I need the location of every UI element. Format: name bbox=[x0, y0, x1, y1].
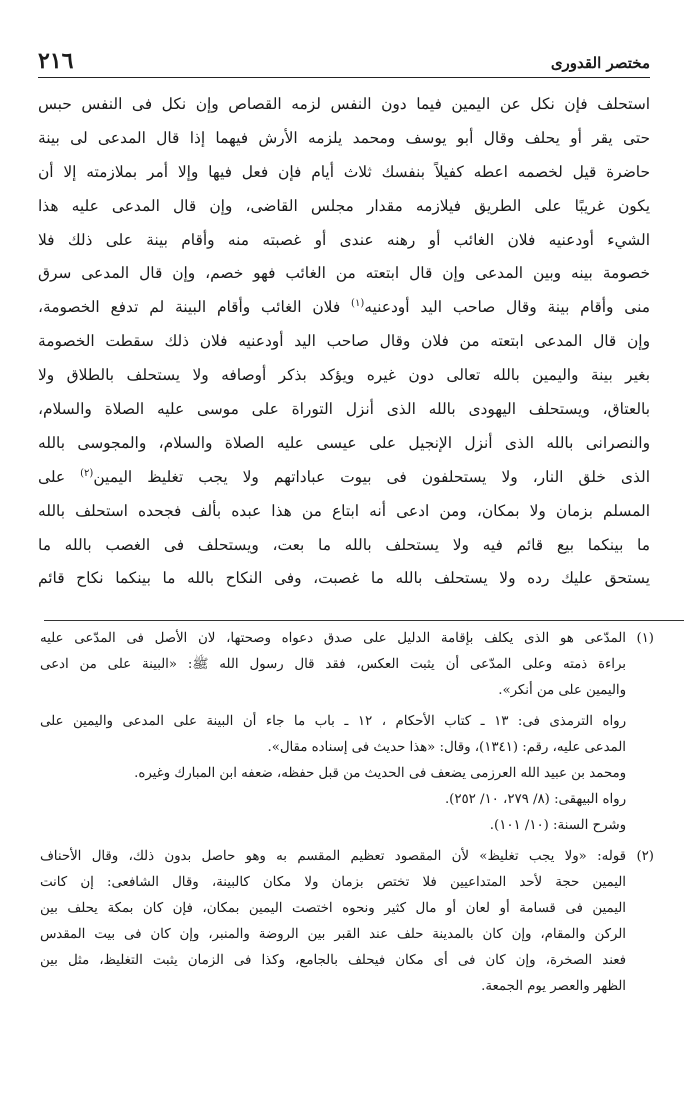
main-line-part: على bbox=[38, 467, 66, 486]
main-line: حاضرة قيل لخصمه اعطه كفيلاً بنفسك ثلاث أيام فإن فعل فيها وإلا أمر بملازمته إلا أن bbox=[38, 162, 650, 181]
footnote-ref-2[interactable]: (٢) bbox=[80, 467, 94, 479]
main-line: بالعتاق، ويستحلف اليهودى بالله الذى أنزل التوراة على موسى عليه الصلاة والسلام، bbox=[38, 400, 650, 419]
main-line-part: منى وأقام بينة وقال صاحب اليد أودعنيه bbox=[364, 298, 650, 317]
footnote-line: رواه البيهقى: (٨/ ٢٧٩، ١٠/ ٢٥٢). bbox=[444, 792, 626, 808]
book-title: مختصر القدورى bbox=[550, 54, 650, 72]
footnote-line: اليمين حجة لأحد المتداعيين فلا تختص بزمان ولا مكان كالبينة، وقال الشافعى: إن كانت bbox=[40, 874, 626, 890]
main-line: خصومة بينه وبين المدعى وإن قال ابتعته من الغائب فهو خصم، وإن قال المدعى سرق bbox=[38, 264, 650, 283]
main-line: استحلف فإن نكل عن اليمين فيما دون النفس لزمه القصاص وإن نكل فى النفس حبس bbox=[38, 95, 650, 113]
footnote-line: وشرح السنة: (١٠/ ١٠١). bbox=[489, 818, 626, 834]
main-line: والنصرانى بالله الذى أنزل الإنجيل على عيسى عليه الصلاة والسلام، والمجوسى بالله bbox=[38, 433, 650, 452]
main-line bbox=[38, 291, 650, 325]
footnote-marker-2: (٢) bbox=[636, 848, 654, 864]
footnote-line: فعند الصخرة، وإن كان فى أى مكان فيحلف بالجامع، وكذا فى الزمان يثبت التغليظ، مثل بين bbox=[40, 953, 626, 969]
footnote-ref-1[interactable]: (١) bbox=[351, 298, 365, 310]
page-number: ٢١٦ bbox=[38, 48, 74, 74]
main-line: ما بينكما بيع قائم فيه ولا يستحلف بالله ما بعت، ويستحلف فى الغصب بالله ما bbox=[38, 535, 650, 554]
footnote-line: واليمين على من أنكر». bbox=[498, 683, 626, 699]
main-line-part: الذى خلق النار، ولا يستحلفون فى بيوت عباداتهم ولا يجب تغليظ اليمين bbox=[93, 467, 650, 486]
footnote-line: براءة ذمته وعلى المدّعى أن يثبت العكس، فقد قال رسول الله ﷺ: «البينة على من ادعى bbox=[40, 657, 626, 673]
footnote-line: الركن والمقام، وإن كان بالمدينة حلف عند القبر بين الروضة والمنبر، وإن كان فى بيت المقدس bbox=[40, 927, 626, 943]
main-line-part: فلان الغائب وأقام البينة لم تدفع الخصومة، bbox=[38, 298, 341, 317]
footnote-line bbox=[40, 626, 654, 652]
footnote-marker-1: (١) bbox=[636, 631, 654, 646]
footnote-line: رواه الترمذى فى: ١٣ ـ كتاب الأحكام ، ١٢ ـ باب ما جاء أن البينة على المدعى واليمين على bbox=[40, 713, 626, 729]
footnote-line bbox=[40, 844, 654, 870]
main-line: وإن قال المدعى ابتعته من فلان وقال صاحب اليد أودعنيه فلان ذلك سقطت الخصومة bbox=[38, 332, 650, 351]
main-line bbox=[38, 461, 650, 495]
main-text bbox=[38, 88, 650, 596]
main-line: بغير بينة واليمين بالله تعالى دون غيره ويؤكد بذكر أوصافه ولا يستحلف بالطلاق ولا bbox=[38, 366, 650, 385]
footnotes bbox=[40, 626, 654, 1001]
main-line: يستحق عليك رده ولا يستحلف بالله ما غصبت، وفى النكاح بالله ما بينكما نكاح قائم bbox=[38, 569, 650, 588]
footnote-text: قوله: «ولا يجب تغليظ» لأن المقصود تعظيم المقسم به وهو حاصل بدون ذلك، وقال الأحناف bbox=[40, 848, 626, 864]
main-line: يكون غريبًا على الطريق فيلازمه مقدار مجلس القاضى، وإن قال المدعى عليه هذا bbox=[38, 196, 650, 215]
footnotes-rule bbox=[44, 620, 684, 621]
running-head bbox=[38, 46, 650, 74]
footnote-text: المدّعى هو الذى يكلف بإقامة الدليل على صدق دعواه وصحتها، لان الأصل فى المدّعى عليه bbox=[40, 631, 626, 646]
main-line: الشيء أودعنيه فلان الغائب أو رهنه عندى أو غصبته منه وأقام بينة على ذلك فلا bbox=[38, 230, 650, 249]
footnote-line: اليمين فى قسامة أو لعان أو مال كثير ونحوه اختصت اليمين بمكان، فإن كان بمكة يحلف بين bbox=[40, 900, 626, 916]
main-line: المسلم بزمان ولا بمكان، ومن ادعى أنه ابتاع من هذا عبده بألف فجحده استحلف بالله bbox=[38, 501, 650, 520]
footnote-line: ومحمد بن عبيد الله العرزمى يضعف فى الحديث من قبل حفظه، ضعفه ابن المبارك وغيره. bbox=[134, 765, 626, 781]
footnote-line: المدعى عليه، رقم: (١٣٤١)، وقال: «هذا حديث فى إسناده مقال». bbox=[267, 739, 626, 755]
main-line: حتى يقر أو يحلف وقال أبو يوسف ومحمد يلزمه الأرش فيهما إذا قال المدعى لى بينة bbox=[38, 128, 650, 147]
header-rule bbox=[38, 77, 650, 78]
footnote-line: الظهر والعصر يوم الجمعة. bbox=[481, 979, 626, 995]
